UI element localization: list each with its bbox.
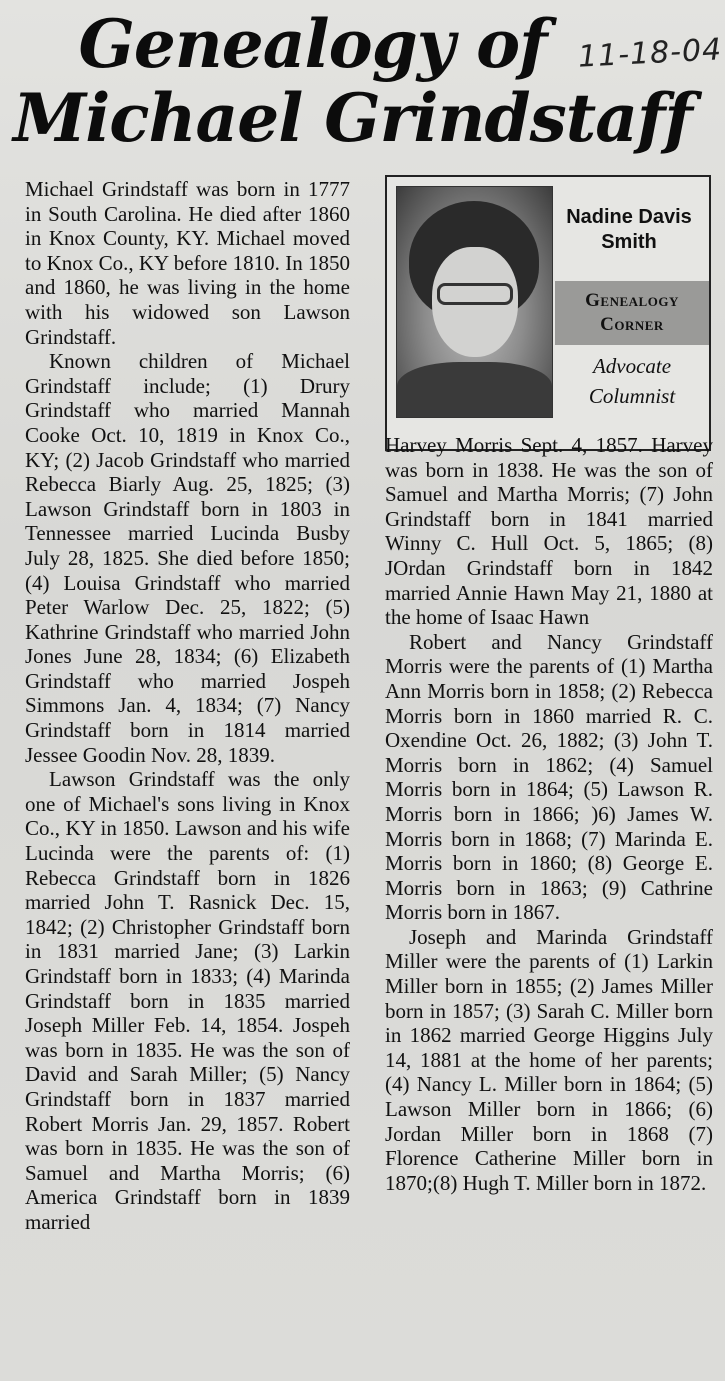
paragraph-lawson: Lawson Grindstaff was the only one of Michael's sons living in Knox Co., KY in 1850. Lawson and his wife Lucinda were the parents of: (1) Rebecca Grindstaff born in 1826 married John T. Rasnick Dec. 15, 1842; (2) Christopher Grindstaff born in 1831 married Jane; (3) Larkin Grindstaff born in 1833; (4) Marinda Grindstaff born in 1835 married Joseph Miller Feb. 14, 1854. Jospeh was born in 1835. He was the son of David and Sarah Miller; (5) Nancy Grindstaff born in 1837 married Robert Morris Jan. 29, 1857. Robert was born in 1835. He was the son of Samuel and Martha Morris; (6) America Grindstaff born in 1839 married [25, 767, 350, 1234]
paragraph-children-of-michael: Known children of Michael Grindstaff include; (1) Drury Grindstaff who married Mannah Cooke Oct. 10, 1819 in Knox Co., KY; (2) Jacob Grindstaff who married Rebecca Biarly Aug. 25, 1825; (3) Lawson Grindstaff born in 1803 in Tennessee married Lucinda Busby July 28, 1825. She died before 1850; (4) Louisa Grindstaff who married Peter Warlow Dec. 25, 1822; (5) Kathrine Grindstaff who married John Jones June 28, 1834; (6) Elizabeth Grindstaff who married Jospeh Simmons Jan. 4, 1834; (7) Nancy Grindstaff born in 1814 married Jessee Goodin Nov. 28, 1839. [25, 349, 350, 767]
headline-line-2: Michael Grindstaff [13, 79, 692, 157]
section-title: Genealogy Corner [555, 281, 709, 345]
columnist-name: Nadine Davis Smith [566, 206, 692, 253]
paragraph-intro: Michael Grindstaff was born in 1777 in South Carolina. He died after 1860 in Knox County, KY. Michael moved to Knox Co., KY before 1810. In 1850 and 1860, he was living in the home with his widowed son Lawson Grindstaff. [25, 177, 350, 349]
paragraph-joseph-and-marinda: Joseph and Marinda Grindstaff Miller were the parents of (1) Larkin Miller born in 1855; (2) James Miller born in 1857; (3) Sarah C. Miller born in 1862 married George Higgins July 14, 1881 at the home of her parents; (4) Nancy L. Miller born in 1864; (5) Lawson Miller born in 1866; (6) Jordan Miller born in 1868 (7) Florence Catherine Miller born in 1870;(8) Hugh T. Miller born in 1872. [385, 924, 713, 1195]
article-left-column [25, 177, 350, 1235]
paragraph-continued: Harvey Morris Sept. 4, 1857. Harvey was born in 1838. He was the son of Samuel and Martha Morris; (7) John Grindstaff born in 1841 married Winny C. Hull Oct. 5, 1865; (8) JOrdan Grindstaff born in 1842 married Annie Hawn May 21, 1880 at the home of Isaac Hawn [385, 433, 713, 630]
handwritten-date: 11-18-04 [577, 32, 723, 75]
headline-line-1: Genealogy of [78, 5, 547, 83]
columnist-photo [396, 186, 553, 418]
columnist-box [385, 175, 711, 451]
paragraph-robert-and-nancy: Robert and Nancy Grindstaff Morris were the parents of (1) Martha Ann Morris born in 1858; (2) Rebecca Morris born in 1860 married R. C. Oxendine Oct. 26, 1882; (3) John T. Morris born in 1862; (4) Samuel Morris born in 1864; (5) Lawson R. Morris born in 1866; )6) James W. Morris born in 1868; (7) Marinda E. Morris born in 1860; (8) George E. Morris born in 1863; (9) Cathrine Morris born in 1867. [385, 629, 713, 925]
columnist-role: Advocate Columnist [588, 354, 676, 408]
article-right-column [385, 433, 713, 1195]
